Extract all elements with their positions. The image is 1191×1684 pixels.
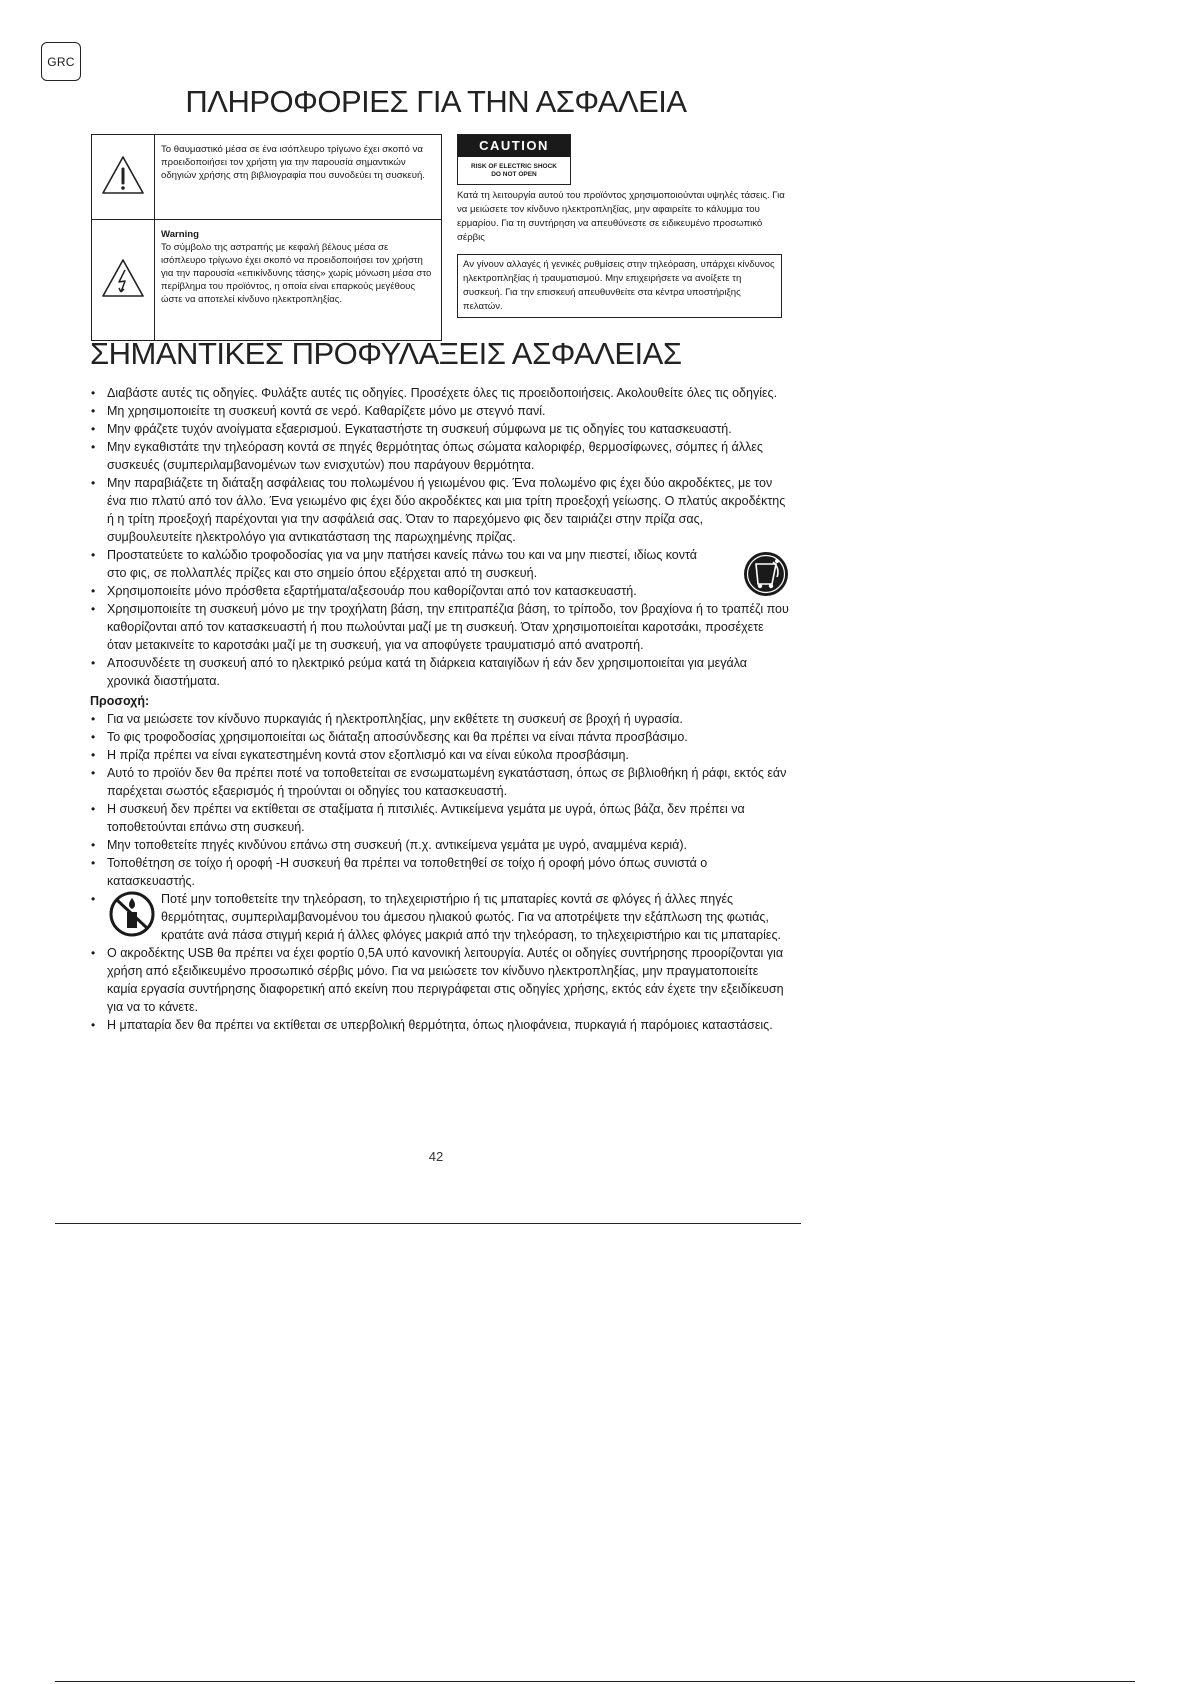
list-item: • Το φις τροφοδοσίας χρησιμοποιείται ως διάταξη αποσύνδεσης και θα πρέπει να είναι πάντα προσβάσιμο. — [90, 728, 790, 746]
list-item: • Χρησιμοποιείτε μόνο πρόσθετα εξαρτήματα/αξεσουάρ που καθορίζονται από τον κατασκευαστή. — [90, 582, 790, 600]
list-item: • Αποσυνδέετε τη συσκευή από το ηλεκτρικό ρεύμα κατά τη διάρκεια καταιγίδων ή εάν δεν χρησιμοποιείται για μεγάλα χρονικά διαστήματα. — [90, 654, 790, 690]
lightning-triangle-icon — [92, 220, 155, 341]
caution-sub-line1: RISK OF ELECTRIC SHOCK — [471, 163, 557, 170]
list-item: • Μην τοποθετείτε πηγές κινδύνου επάνω στη συσκευή (π.χ. αντικείμενα γεμάτα με υγρό, αναμμένα κεριά). — [90, 836, 790, 854]
list-item: • Μην εγκαθιστάτε την τηλεόραση κοντά σε πηγές θερμότητας όπως σώματα καλοριφέρ, θερμοσίφωνες, σόμπες ή άλλες συσκευές (συμπεριλαμβανομένων των ενισχυτών) που παράγουν θερμότητα. — [90, 438, 790, 474]
page-number: 42 — [428, 1149, 444, 1164]
caution-heading: Προσοχή: — [90, 694, 150, 708]
lightning-row — [92, 220, 442, 341]
precautions-content — [90, 384, 790, 1034]
list-item: • Μη χρησιμοποιείτε τη συσκευή κοντά σε νερό. Καθαρίζετε μόνο με στεγνό πανί. — [90, 402, 790, 420]
list-item: • Μην φράζετε τυχόν ανοίγματα εξαερισμού. Εγκαταστήστε τη συσκευή σύμφωνα με τις οδηγίες του κατασκευαστή. — [90, 420, 790, 438]
caution-label: CAUTION — [458, 135, 570, 157]
exclamation-row — [92, 135, 442, 220]
lightning-text: Το σύμβολο της αστραπής με κεφαλή βέλους μέσα σε ισόπλευρο τρίγωνο έχει σκοπό να προειδοποιήσει τον χρήστη για την παρουσία «επικίνδυνης τάσης» χωρίς μόνωση μέσα στο περίβλημα του προϊόντος, η οποία είναι επαρκούς μεγέθους ώστε να αποτελεί κίνδυνο ηλεκτροπληξίας. — [161, 242, 432, 305]
list-item — [90, 546, 790, 582]
precautions-list — [90, 384, 790, 690]
list-item: • Διαβάστε αυτές τις οδηγίες. Φυλάξτε αυτές τις οδηγίες. Προσέχετε όλες τις προειδοποιήσεις. Ακολουθείτε όλες τις οδηγίες. — [90, 384, 790, 402]
lightning-description — [155, 220, 442, 341]
list-item: • Η μπαταρία δεν θα πρέπει να εκτίθεται σε υπερβολική θερμότητα, όπως ηλιοφάνεια, πυρκαγιά ή παρόμοιες καταστάσεις. — [90, 1016, 790, 1034]
service-notice-box: Αν γίνουν αλλαγές ή γενικές ρυθμίσεις στην τηλεόραση, υπάρχει κίνδυνος ηλεκτροπληξίας ή τραυματισμού. Μην επιχειρήσετε να ανοίξετε τη συσκευή. Για την επισκευή απευθυνθείτε στα κέντρα υποστήριξης πελατών. — [457, 254, 782, 318]
list-item: • Ο ακροδέκτης USB θα πρέπει να έχει φορτίο 0,5A υπό κανονική λειτουργία. Αυτές οι οδηγίες συντήρησης προορίζονται για χρήση από εξειδικευμένο προσωπικό σέρβις μόνο. Για να μειώσετε τον κίνδυνο ηλεκτροπληξίας, μην πραγματοποιείτε καμία εργασία συντήρησης διαφορετική από εκείνη που περιγράφεται στις οδηγίες χρήσης, εκτός εάν έχετε την εξειδίκευση για να το κάνετε. — [90, 944, 790, 1016]
divider — [55, 1681, 1135, 1682]
no-open-flame-icon — [107, 890, 157, 938]
divider — [55, 1223, 801, 1224]
precautions-heading: ΣΗΜΑΝΤΙΚΕΣ ΠΡΟΦΥΛΑΞΕΙΣ ΑΣΦΑΛΕΙΑΣ — [90, 336, 682, 371]
list-item-text: Ποτέ μην τοποθετείτε την τηλεόραση, το τηλεχειριστήριο ή τις μπαταρίες κοντά σε φλόγες ή άλλες πηγές θερμότητας, συμπεριλαμβανομένου του άμεσου ηλιακού φωτός. Για να αποτρέψετε την εξάπλωση της φωτιάς, κρατάτε ανά πάσα στιγμή κεριά ή άλλες φλόγες μακριά από την τηλεόραση, το τηλεχειριστήριο και τις μπαταρίες. — [161, 892, 781, 942]
caution-description: Κατά τη λειτουργία αυτού του προϊόντος χρησιμοποιούνται υψηλές τάσεις. Για να μειώσετε τον κίνδυνο ηλεκτροπληξίας, μην αφαιρείτε το κάλυμμα του ερμαρίου. Για τη συντήρηση να απευθύνεστε σε ειδικευμένο προσωπικό σέρβις — [457, 190, 785, 243]
list-item — [90, 890, 790, 944]
warning-heading: Warning — [161, 229, 200, 240]
list-item: • Χρησιμοποιείτε τη συσκευή μόνο με την τροχήλατη βάση, την επιτραπέζια βάση, το τρίποδο, τον βραχίονα ή το τραπέζι που καθορίζονται από τον κατασκευαστή ή που πωλούνται μαζί με τη συσκευή. Όταν χρησιμοποιείται καροτσάκι, προσέχετε όταν μετακινείτε το καροτσάκι μαζί με τη συσκευή, για να αποφύγετε τραυματισμό από ανατροπή. — [90, 600, 790, 654]
list-item: • Μην παραβιάζετε τη διάταξη ασφάλειας του πολωμένου ή γειωμένου φις. Ένα πολωμένο φις έχει δύο ακροδέκτες, με τον ένα πιο πλατύ από τον άλλο. Ένα γειωμένο φις έχει δύο ακροδέκτες και μια τρίτη προεξοχή γείωσης. Ο πλατύς ακροδέκτης ή η τρίτη προεξοχή παρέχονται για την ασφάλειά σας. Όταν το παρεχόμενο φις δεν ταιριάζει στην πρίζα σας, συμβουλευτείτε ηλεκτρολόγο για αντικατάσταση της παρωχημένης πρίζας. — [90, 474, 790, 546]
exclamation-description: Το θαυμαστικό μέσα σε ένα ισόπλευρο τρίγωνο έχει σκοπό να προειδοποιήσει τον χρήστη για την παρουσία σημαντικών οδηγιών χρήσης στη βιβλιογραφία που συνοδεύει τη συσκευή. — [155, 135, 442, 220]
safety-symbols-table — [91, 134, 442, 341]
list-item: • Τοποθέτηση σε τοίχο ή οροφή -Η συσκευή θα πρέπει να τοποθετηθεί σε τοίχο ή οροφή μόνο όπως συνιστά ο κατασκευαστής. — [90, 854, 790, 890]
caution-subtitle — [458, 157, 570, 184]
language-tag: GRC — [41, 42, 81, 81]
caution-label-box — [457, 134, 571, 185]
list-item-text: Προστατεύετε το καλώδιο τροφοδοσίας για να μην πατήσει κανείς πάνω του και να μην πιεστεί, ιδίως κοντά στο φις, σε πολλαπλές πρίζες και στο σημείο όπου εξέρχεται από τη συσκευή. — [107, 548, 697, 580]
exclamation-triangle-icon — [92, 135, 155, 220]
page-title: ΠΛΗΡΟΦΟΡΙΕΣ ΓΙΑ ΤΗΝ ΑΣΦΑΛΕΙΑ — [185, 84, 687, 119]
caution-sub-line2: DO NOT OPEN — [491, 171, 537, 178]
list-item: • Για να μειώσετε τον κίνδυνο πυρκαγιάς ή ηλεκτροπληξίας, μην εκθέτετε τη συσκευή σε βροχή ή υγρασία. — [90, 710, 790, 728]
list-item: • Η συσκευή δεν πρέπει να εκτίθεται σε σταξίματα ή πιτσιλιές. Αντικείμενα γεμάτα με υγρά, όπως βάζα, δεν πρέπει να τοποθετούνται επάνω στη συσκευή. — [90, 800, 790, 836]
list-item: • Η πρίζα πρέπει να είναι εγκατεστημένη κοντά στον εξοπλισμό και να είναι εύκολα προσβάσιμη. — [90, 746, 790, 764]
cautions-list — [90, 710, 790, 1034]
list-item: • Αυτό το προϊόν δεν θα πρέπει ποτέ να τοποθετείται σε ενσωματωμένη εγκατάσταση, όπως σε βιβλιοθήκη ή ράφι, εκτός εάν παρέχεται σωστός εξαερισμός ή τηρούνται οι οδηγίες του κατασκευαστή. — [90, 764, 790, 800]
